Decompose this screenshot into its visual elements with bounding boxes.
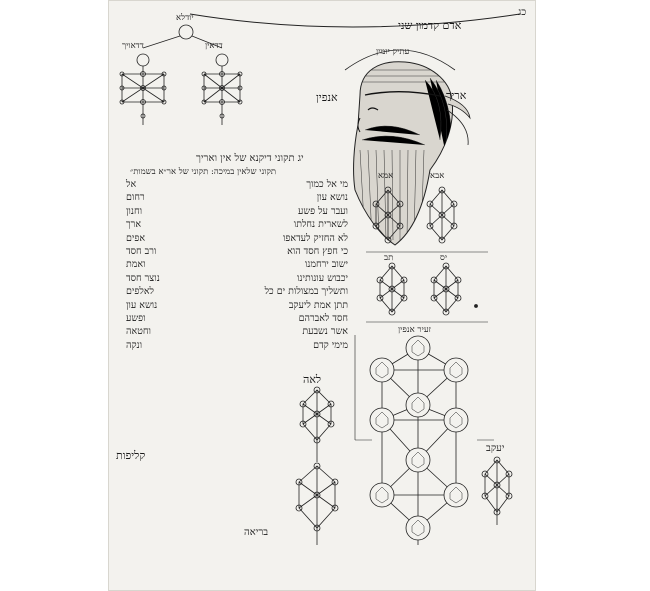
attik-yomin-label: עתיק יומין — [376, 47, 410, 57]
attribute-row — [126, 193, 348, 206]
attribute-verse-phrase: חסד לאברהם — [298, 312, 348, 324]
attribute-row — [126, 314, 348, 327]
yesod-label: יס — [440, 253, 448, 263]
attribute-name: ורב חסד — [126, 245, 157, 257]
heading-line-1: יג תקוני דיקנא של אין ואריך — [196, 153, 304, 164]
attribute-row — [126, 247, 348, 260]
attribute-name: ואמת — [126, 259, 146, 271]
page-number: כג — [518, 7, 527, 18]
anpin-label: אנפין — [316, 91, 338, 104]
attribute-verse-phrase: לא החזיק לעדאפו — [283, 232, 348, 244]
heading-line-2: תקוני שלאין במיכה: תקוני של אר״א בשמות״ — [130, 167, 277, 177]
attribute-name: אפים — [126, 232, 146, 244]
attribute-row — [126, 207, 348, 220]
attribute-name: ופשע — [126, 312, 146, 324]
attribute-name: ונקה — [126, 339, 143, 351]
top-tree-title: יודלא — [176, 13, 194, 23]
attribute-name: וחנון — [126, 205, 142, 217]
top-arc — [190, 14, 520, 27]
zeir-anpin-label: זעיר אנפין — [398, 325, 431, 335]
beriah-label: בריאה — [244, 527, 269, 538]
attribute-verse-phrase: נושא עון — [316, 192, 348, 204]
attribute-row — [126, 287, 348, 300]
yaakov-label: יעקב — [486, 443, 505, 454]
tevunah-label: תב — [384, 253, 394, 263]
attribute-verse-phrase: ועבר על פשע — [298, 205, 348, 217]
top-left-tree-diagram — [120, 25, 242, 125]
attribute-verse-phrase: כי חפץ חסד הוא — [287, 245, 348, 257]
attribute-name: וחטאה — [126, 326, 151, 338]
attribute-verse-phrase: לשארית נחלתו — [293, 219, 348, 231]
attribute-verse-phrase: אשר נשבעת — [302, 326, 348, 338]
attribute-name: אל — [126, 179, 137, 190]
attribute-row — [126, 220, 348, 233]
attribute-verse-phrase: ותשליך במצולות ים כל — [264, 286, 348, 298]
attribute-row — [126, 341, 348, 354]
attribute-verse-phrase: תתן אמת ליעקב — [288, 299, 348, 311]
attribute-verse-phrase: מי אל כמוך — [306, 179, 348, 190]
attribute-row — [126, 301, 348, 314]
attribute-name: לאלפים — [126, 286, 154, 298]
attribute-name: ארך — [126, 219, 142, 231]
attribute-row — [126, 274, 348, 287]
attribute-name: נושא עון — [126, 299, 158, 311]
yaakov-diagram — [482, 457, 512, 525]
leah-label: לאה — [303, 373, 322, 386]
attribute-row — [126, 327, 348, 340]
thirteen-attributes-list — [126, 180, 348, 354]
attribute-verse-phrase: יכבוש עונותינו — [296, 272, 348, 284]
attribute-verse-phrase: ישוב ירחמנו — [304, 259, 348, 271]
arikh-label: אריך — [446, 89, 467, 102]
leah-diagram — [296, 387, 338, 545]
kelipot-label: קליפות — [116, 449, 146, 462]
aba-label: אבא — [430, 171, 445, 181]
top-tree-right-label: דדאין — [205, 41, 223, 51]
top-tree-left-label: דדאויך — [122, 41, 144, 51]
attribute-row — [126, 260, 348, 273]
arc-label: אדם קדמון שני — [398, 19, 462, 32]
attribute-row — [126, 234, 348, 247]
ima-label: אמא — [378, 171, 394, 181]
zeir-anpin-tree — [355, 335, 494, 545]
attribute-verse-phrase: מימי קדם — [313, 339, 348, 351]
attribute-name: רחום — [126, 192, 145, 204]
attribute-name: נוצר חסד — [126, 272, 160, 284]
yesod-tevunah-diagrams — [366, 263, 488, 322]
attribute-row — [126, 180, 348, 193]
